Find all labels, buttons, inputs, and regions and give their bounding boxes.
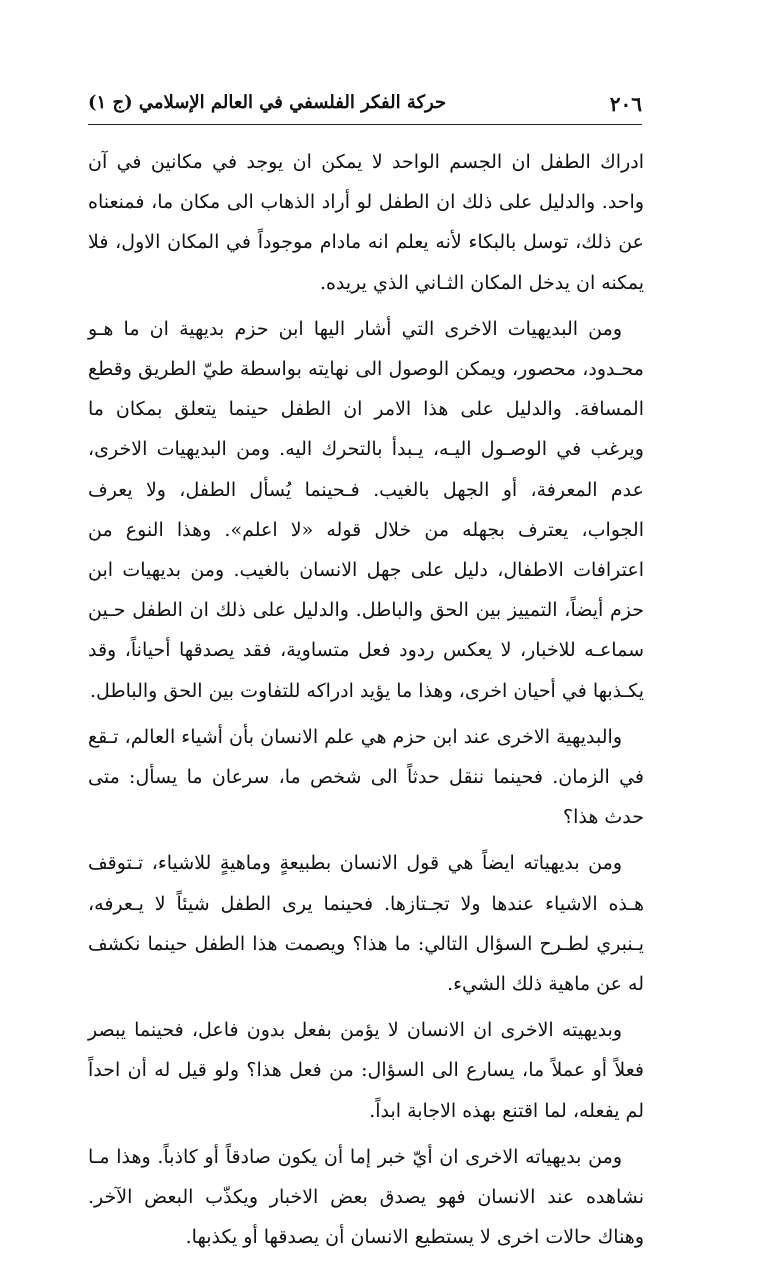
paragraph-1: ادراك الطفل ان الجسم الواحد لا يمكن ان يوجد في مكانين في آن واحد. والدليل على ذلك ان الطفل لو أراد الذهاب الى مكان ما، فمنعناه عن ذلك، توسل بالبكاء لأنه يعلم انه مادام موجوداً في المكان الاول، فلا يمكنه ان يدخل المكان الثـاني الذي يريده. xyxy=(88,151,644,294)
paragraph-4: ومن بديهياته ايضاً هي قول الانسان بطبيعةٍ وماهيةٍ للاشياء، تـتوقف هـذه الاشياء عندها ولا تجـتازها. فحينما يرى الطفل شيئاً لا يـعرفه، يـنبري لطـرح السؤال التالي: ما هذا؟ ويصمت هذا الطفل حينما نكشف له عن ماهية ذلك الشيء. xyxy=(88,852,644,996)
paragraph-6: ومن بديهياته الاخرى ان أيّ خبر إما أن يكون صادقاً أو كاذباً. وهذا مـا نشاهده عند الانسان فهو يصدق بعض الاخبار ويكذّب البعض الآخر. وهناك حالات اخرى لا يستطيع الانسان أن يصدقها أو يكذبها. xyxy=(88,1145,644,1249)
page-header xyxy=(88,88,642,124)
running-title: حركة الفكر الفلسفي في العالم الإسلامي (ج ١) xyxy=(88,92,447,113)
body-text xyxy=(88,142,644,1263)
header-rule xyxy=(88,124,642,125)
paragraph-5: وبديهيته الاخرى ان الانسان لا يؤمن بفعل بدون فاعل، فحينما يبصر فعلاً أو عملاً ما، يسارع الى السؤال: من فعل هذا؟ ولو قيل له أن احداً لم يفعله، لما اقتنع بهذه الاجابة ابداً. xyxy=(88,1019,644,1122)
paragraph-3: والبديهية الاخرى عند ابن حزم هي علم الانسان بأن أشياء العالم، تـقع في الزمان. فحينما ننقل حدثاً الى شخص ما، سرعان ما يسأل: متى حدث هذا؟ xyxy=(88,725,644,829)
paragraph-2: ومن البديهيات الاخرى التي أشار اليها ابن حزم بديهية ان ما هـو محـدود، محصور، ويمكن الوصول الى نهايته بواسطة طيّ الطريق وقطع المسافة. والدليل على هذا الامر ان الطفل حينما يتعلق بمكان ما ويرغب في الوصـول اليـه، يـبدأ بالتحرك اليه. ومن البديهيات الاخرى، عدم المعرفة، أو الجهل بالغيب. فـحينما يُسأل الطفل، ولا يعرف الجواب، يعترف بجهله من خلال قوله «لا اعلم». وهذا النوع من اعترافات الاطفال، دليل على جهل الانسان بالغيب. ومن بديهيات ابن حزم أيضاً، التمييز بين الحق والباطل. والدليل على ذلك ان الطفل حـين سماعـه للاخبار، لا يعكس ردود فعل متساوية، فقد يصدقها أحياناً، وقد يكـذبها في أحيان اخرى، وهذا ما يؤيد ادراكه للتفاوت بين الحق والباطل. xyxy=(88,317,644,702)
page-number: ٢٠٦ xyxy=(609,92,642,116)
